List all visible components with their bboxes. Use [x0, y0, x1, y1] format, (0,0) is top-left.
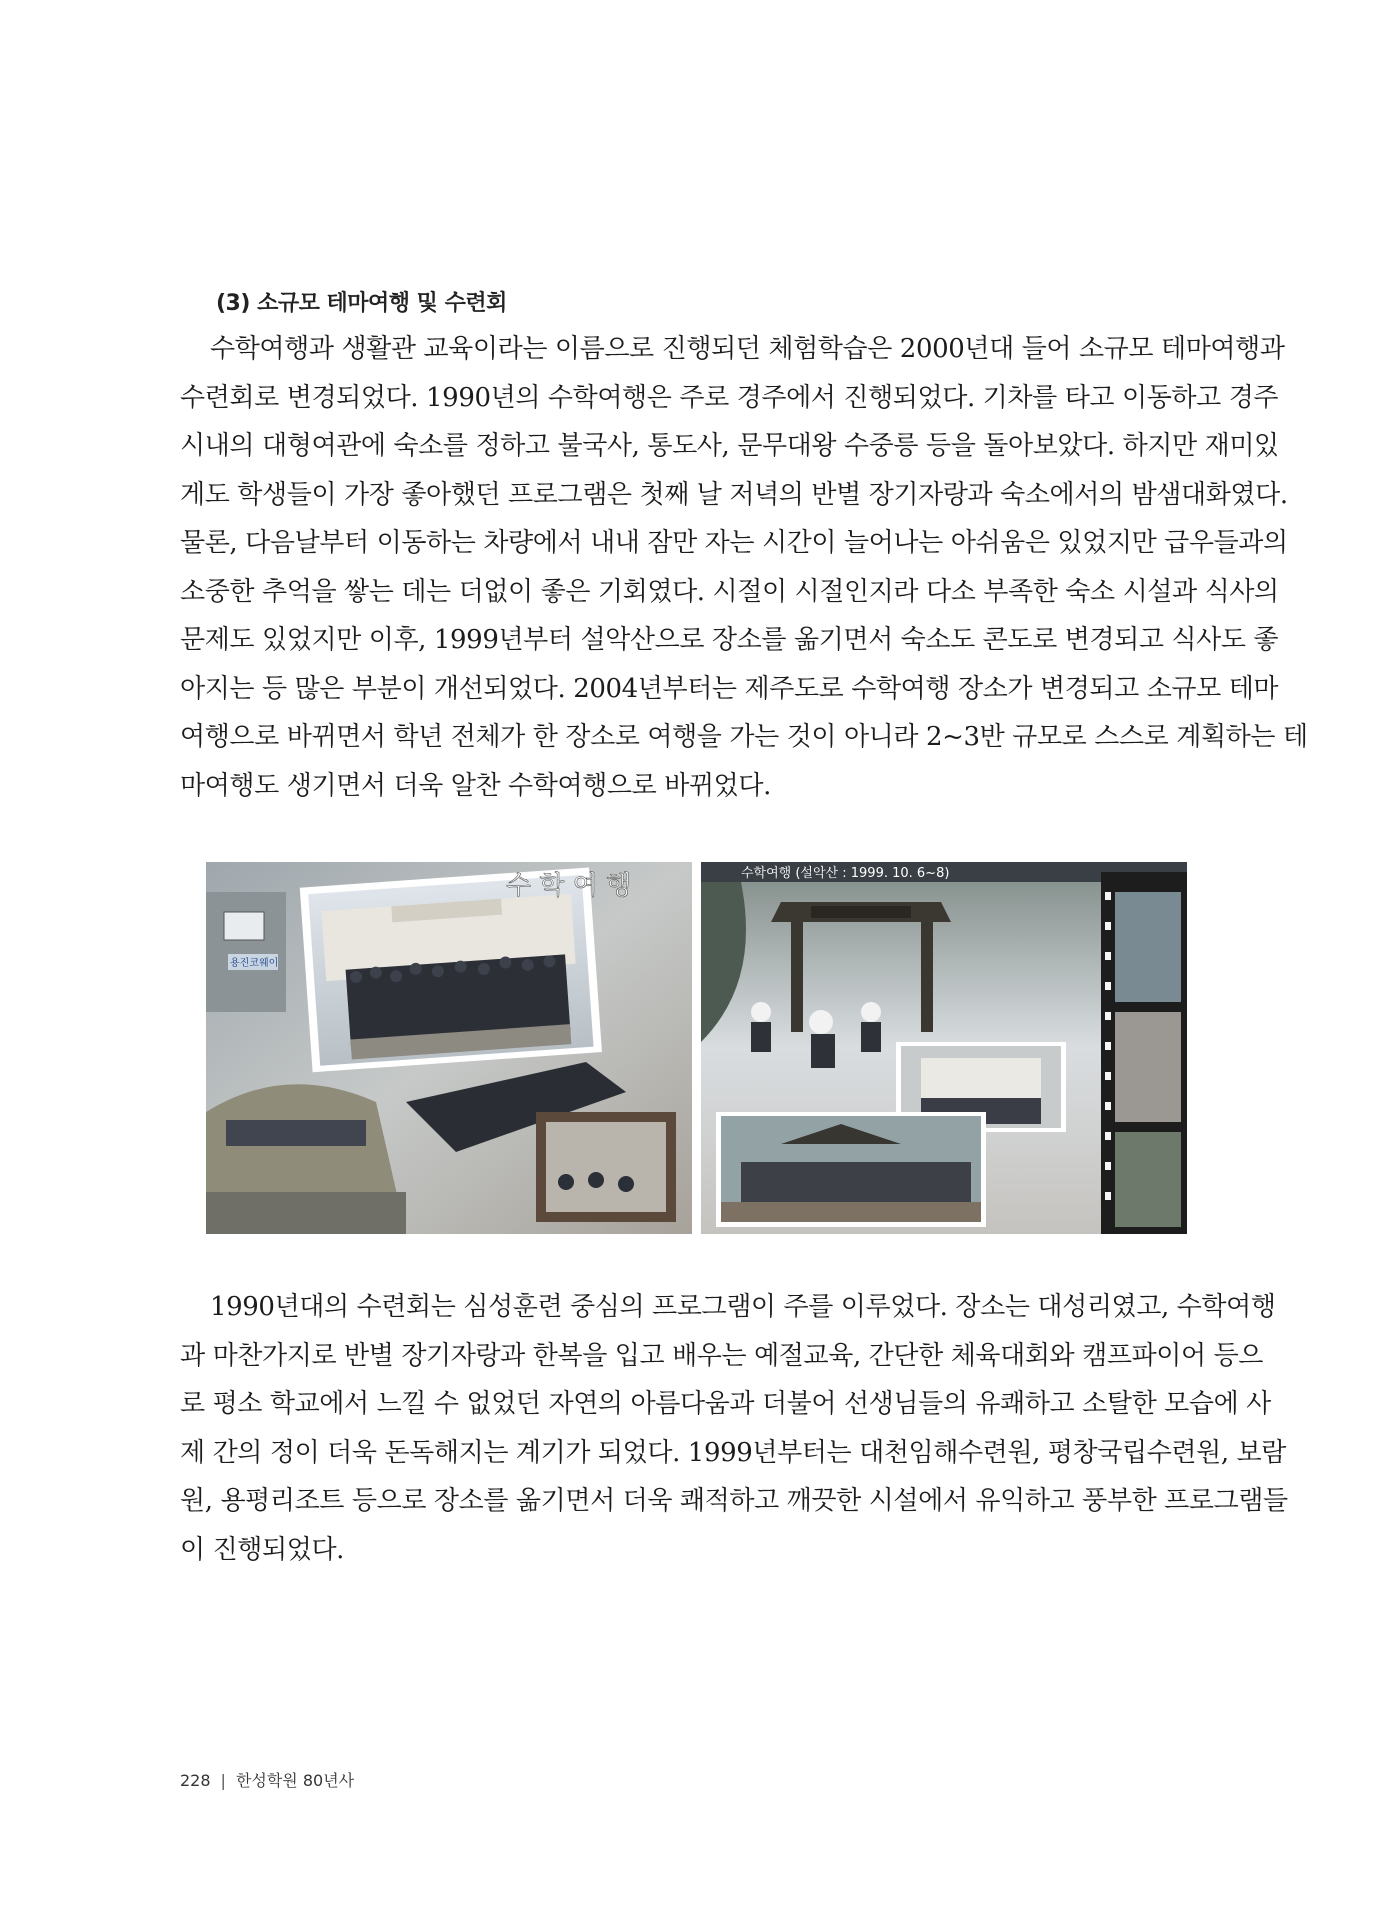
photo-caption-right: 수학여행 (설악산 : 1999. 10. 6~8): [741, 866, 950, 881]
sign-text: 용진코웨이: [230, 958, 279, 969]
paragraph-line: 수학여행과 생활관 교육이라는 이름으로 진행되던 체험학습은 2000년대 들어 소규모 테마여행과: [210, 334, 1285, 364]
paragraph-line: 이 진행되었다.: [180, 1534, 345, 1565]
body-paragraph-2: [180, 1283, 1288, 1574]
paragraph-line: 물론, 다음날부터 이동하는 차량에서 내내 잠만 자는 시간이 늘어나는 아쉬움은 있었지만 급우들과의: [180, 528, 1288, 558]
footer-separator: |: [220, 1771, 226, 1790]
section-heading: (3) 소규모 테마여행 및 수련회: [216, 291, 507, 316]
photo-caption-left: 수 학 여 행: [506, 871, 632, 901]
paragraph-line: 수련회로 변경되었다. 1990년의 수학여행은 주로 경주에서 진행되었다. 기차를 타고 이동하고 경주: [180, 382, 1279, 413]
paragraph-line: 마여행도 생기면서 더욱 알찬 수학여행으로 바뀌었다.: [180, 770, 771, 801]
paragraph-line: 로 평소 학교에서 느낄 수 없었던 자연의 아름다움과 더불어 선생님들의 유쾌하고 소탈한 모습에 사: [180, 1389, 1271, 1419]
body-paragraph-1: [180, 325, 1308, 810]
paragraph-line: 원, 용평리조트 등으로 장소를 옮기면서 더욱 쾌적하고 깨끗한 시설에서 유익하고 풍부한 프로그램들: [180, 1486, 1288, 1516]
paragraph-line: 여행으로 바뀌면서 학년 전체가 한 장소로 여행을 가는 것이 아니라 2~3반 규모로 스스로 계획하는 테: [180, 722, 1308, 752]
page-number: 228: [180, 1771, 211, 1790]
school-trip-photo-collage-left: [206, 862, 692, 1234]
paragraph-line: 제 간의 정이 더욱 돈독해지는 계기가 되었다. 1999년부터는 대천임해수련원, 평창국립수련원, 보람: [180, 1437, 1287, 1468]
page-footer: [180, 1768, 354, 1791]
paragraph-line: 과 마찬가지로 반별 장기자랑과 한복을 입고 배우는 예절교육, 간단한 체육대회와 캠프파이어 등으: [180, 1340, 1264, 1371]
paragraph-line: 문제도 있었지만 이후, 1999년부터 설악산으로 장소를 옮기면서 숙소도 콘도로 변경되고 식사도 좋: [180, 625, 1279, 655]
book-title: 한성학원 80년사: [235, 1771, 355, 1790]
paragraph-line: 아지는 등 많은 부분이 개선되었다. 2004년부터는 제주도로 수학여행 장소가 변경되고 소규모 테마: [180, 673, 1279, 704]
paragraph-line: 소중한 추억을 쌓는 데는 더없이 좋은 기회였다. 시절이 시절인지라 다소 부족한 숙소 시설과 식사의: [180, 576, 1279, 607]
paragraph-line: 게도 학생들이 가장 좋아했던 프로그램은 첫째 날 저녁의 반별 장기자랑과 숙소에서의 밤샘대화였다.: [180, 479, 1288, 510]
paragraph-line: 1990년대의 수련회는 심성훈련 중심의 프로그램이 주를 이루었다. 장소는 대성리였고, 수학여행: [210, 1292, 1276, 1322]
paragraph-line: 시내의 대형여관에 숙소를 정하고 불국사, 통도사, 문무대왕 수중릉 등을 돌아보았다. 하지만 재미있: [180, 431, 1279, 461]
school-trip-photo-collage-right: [701, 862, 1187, 1234]
